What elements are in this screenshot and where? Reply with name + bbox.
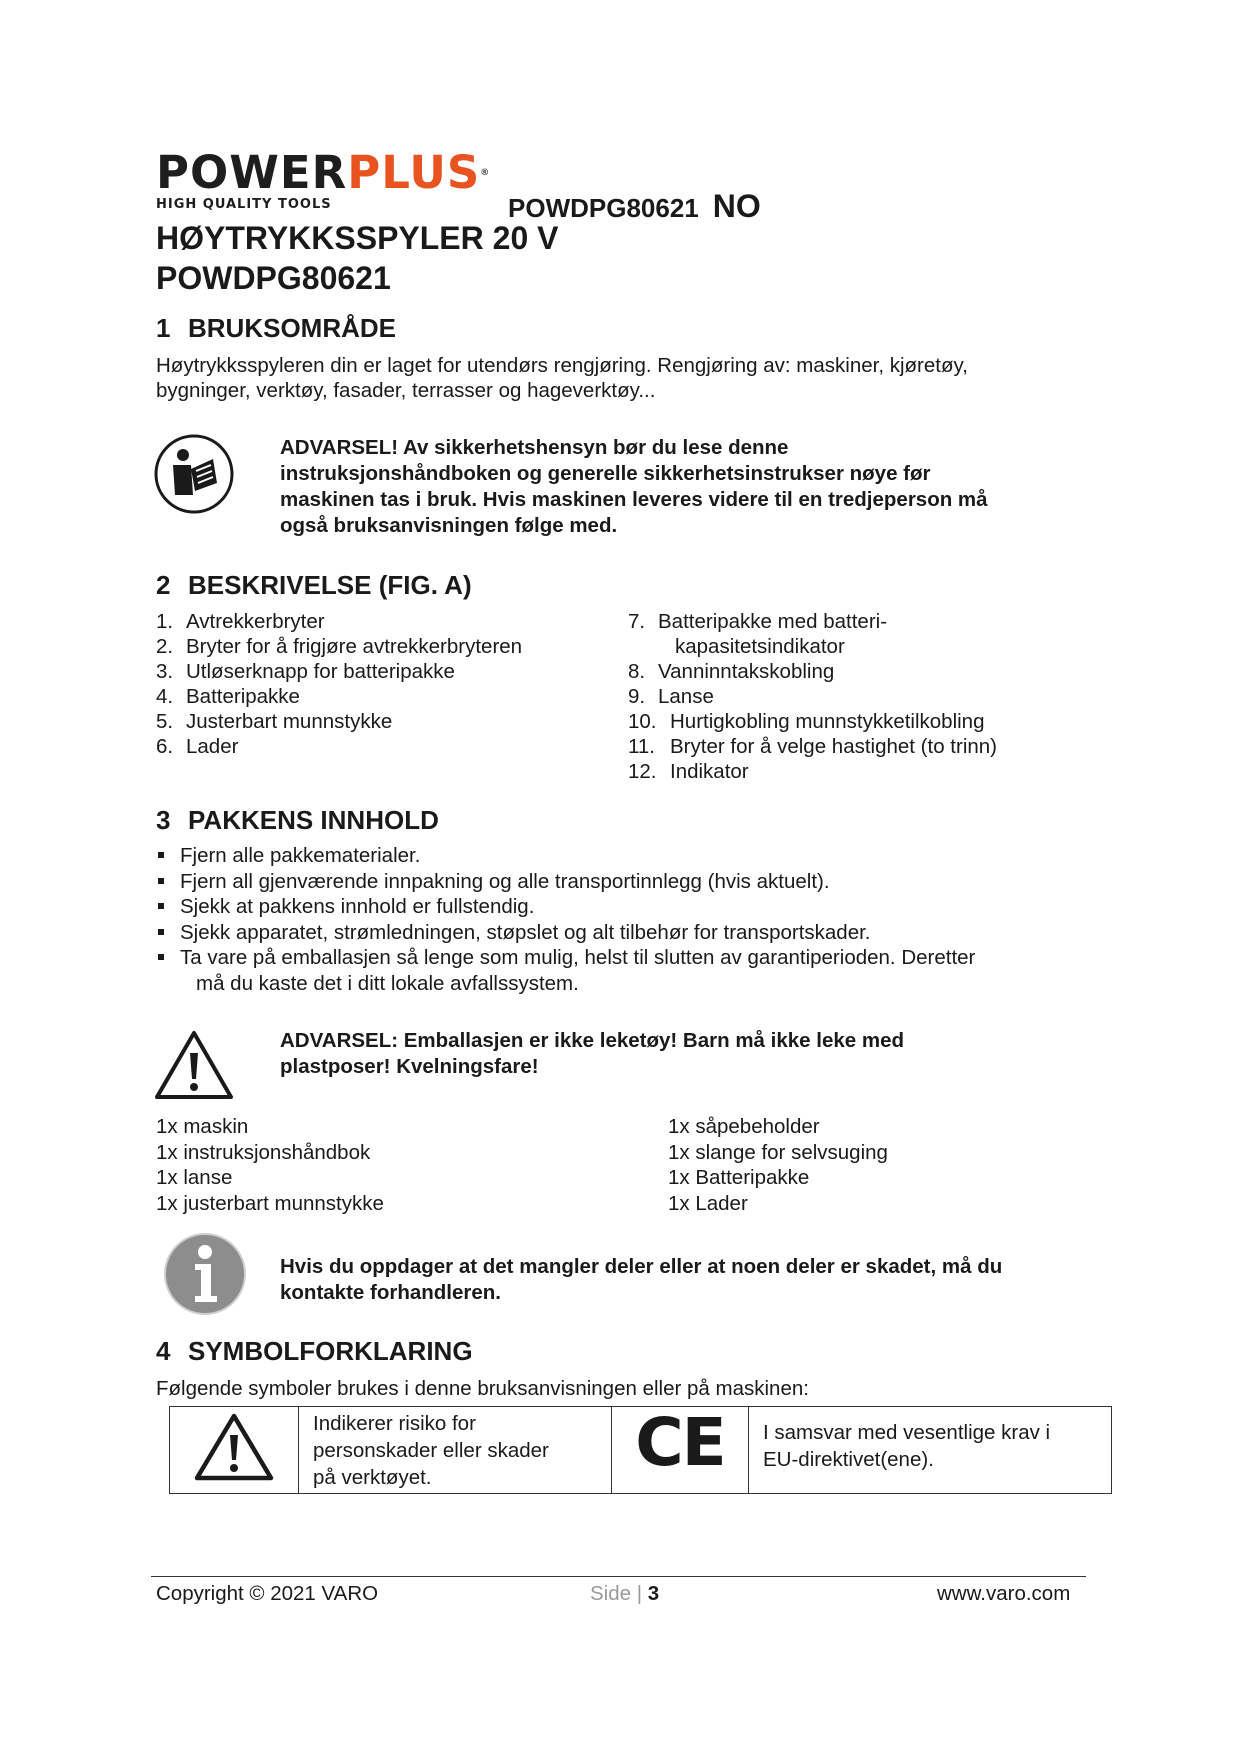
table-row [170, 1407, 1112, 1494]
powerplus-logo: POWERPLUS® HIGH QUALITY TOOLS [156, 146, 491, 212]
list-item: 2. Bryter for å frigjøre avtrekkerbryteren [156, 635, 523, 658]
section-2-heading: 2 BESKRIVELSE (FIG. A) [156, 570, 472, 600]
section-1-heading: 1 BRUKSOMRÅDE [156, 313, 396, 343]
list-item: Fjern alle pakkematerialer. [156, 843, 975, 869]
warning-triangle-icon [170, 1407, 299, 1494]
list-item: 7. Batteripakke med batteri- [628, 610, 888, 633]
read-manual-icon [153, 433, 235, 520]
list-item: 10. Hurtigkobling munnstykketilkobling [628, 710, 985, 733]
list-item: Fjern all gjenværende innpakning og alle transportinnlegg (hvis aktuelt). [156, 869, 975, 895]
section-1-warning: ADVARSEL! Av sikkerhetshensyn bør du lese denne instruksjonshåndboken og generelle sikkerhetsinstrukser nøye før maskinen tas i bruk. Hvis maskinen leveres videre til en tredjeperson må også bruksanvisningen følge med. [280, 436, 988, 537]
list-item: 4. Batteripakke [156, 685, 300, 708]
contents-list-left [156, 1114, 384, 1216]
document-title: HØYTRYKKSSPYLER 20 V POWDPG80621 [156, 220, 559, 296]
list-item: 1x slange for selvsuging [668, 1140, 888, 1164]
symbols-table [169, 1403, 1112, 1494]
list-item-continuation: kapasitetsindikator [675, 635, 845, 658]
footer-website: www.varo.com [937, 1582, 1071, 1605]
packaging-bullets [156, 843, 975, 996]
list-item: 1. Avtrekkerbryter [156, 610, 325, 633]
list-item: 8. Vanninntakskobling [628, 660, 835, 683]
footer-copyright: Copyright © 2021 VARO [156, 1582, 379, 1605]
list-item: 1x Lader [668, 1191, 748, 1215]
parts-list-right [628, 609, 997, 784]
model-code: POWDPG80621 [508, 193, 699, 223]
list-item: 6. Lader [156, 735, 239, 758]
list-item: Sjekk apparatet, strømledningen, støpslet og alt tilbehør for transportskader. [156, 920, 975, 946]
contents-list-right [668, 1114, 888, 1216]
section-3-heading: 3 PAKKENS INNHOLD [156, 805, 439, 835]
parts-list-left [156, 609, 522, 759]
list-item: 1x Batteripakke [668, 1166, 810, 1189]
list-item: 11. Bryter for å velge hastighet (to trinn) [628, 735, 998, 758]
info-icon [163, 1232, 247, 1321]
info-message: Hvis du oppdager at det mangler deler eller at noen deler er skadet, må du kontakte forhandleren. [280, 1255, 1003, 1304]
list-item: 1x instruksjonshåndbok [156, 1140, 371, 1164]
ce-mark-icon: CE [612, 1407, 749, 1494]
list-item: Sjekk at pakkens innhold er fullstendig. [156, 894, 975, 920]
list-item: 5. Justerbart munnstykke [156, 710, 393, 733]
section-4-intro: Følgende symboler brukes i denne bruksanvisningen eller på maskinen: [156, 1377, 809, 1400]
symbol-description: I samsvar med vesentlige krav i EU-direktivet(ene). [749, 1407, 1112, 1494]
list-item: 3. Utløserknapp for batteripakke [156, 660, 455, 683]
footer-divider [151, 1576, 1086, 1577]
list-item: 12. Indikator [628, 760, 749, 783]
section-1-text: Høytrykksspyleren din er laget for utendørs rengjøring. Rengjøring av: maskiner, kjøretøy, bygninger, verktøy, fasader, terrasser og hageverktøy... [156, 354, 968, 402]
list-item: 1x justerbart munnstykke [156, 1191, 384, 1215]
list-item: 1x lanse [156, 1166, 233, 1189]
warning-triangle-icon [153, 1029, 235, 1106]
list-item: Ta vare på emballasjen så lenge som mulig, helst til slutten av garantiperioden. Deretter må du kaste det i ditt lokale avfallssystem. [156, 945, 975, 996]
language-code: NO [712, 188, 761, 224]
list-item: 1x maskin [156, 1115, 249, 1138]
list-item: 9. Lanse [628, 685, 714, 708]
list-item: 1x såpebeholder [668, 1115, 820, 1138]
symbol-description: Indikerer risiko for personskader eller skader på verktøyet. [299, 1407, 612, 1494]
section-4-heading: 4 SYMBOLFORKLARING [156, 1336, 473, 1366]
footer-page-number: Side | 3 [590, 1582, 660, 1605]
section-3-warning: ADVARSEL: Emballasjen er ikke leketøy! Barn må ikke leke med plastposer! Kvelningsfare! [280, 1029, 904, 1078]
